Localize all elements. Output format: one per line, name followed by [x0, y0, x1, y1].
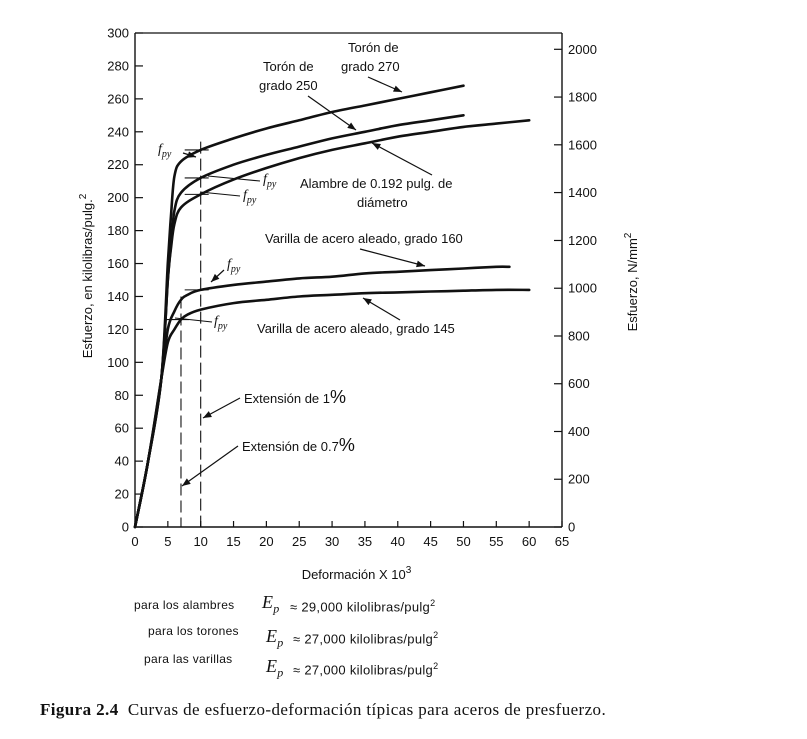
label-strand-270: grado 270 [341, 59, 400, 74]
x-tick-label: 65 [554, 534, 570, 549]
x-tick-label: 0 [131, 534, 139, 549]
label-extension-07: Extensión de 0.7% [242, 435, 355, 455]
y-left-tick-label: 160 [107, 256, 129, 272]
label-wire: diámetro [357, 195, 408, 210]
y-right-tick-label: 1600 [568, 137, 597, 153]
label-strand-270: Torón de [348, 40, 399, 55]
x-tick-label: 50 [456, 534, 471, 549]
x-tick-label: 15 [226, 534, 241, 549]
fpy-label: $f_{py}$ [243, 188, 257, 206]
ep-symbol: $E_p$ [266, 656, 284, 680]
y-right-tick-label: 1800 [568, 89, 597, 105]
caption-label: Figura 2.4 [40, 700, 119, 719]
note-category: para las varillas [144, 652, 233, 666]
leader-line [308, 96, 356, 130]
y-left-tick-label: 100 [107, 354, 129, 370]
y-left-tick-label: 300 [107, 25, 129, 41]
y-left-tick-label: 120 [107, 321, 129, 337]
fpy-label: $f_{py}$ [158, 142, 172, 160]
y-axis-right-label: Esfuerzo, $N/mm^2$ [623, 232, 640, 332]
y-left-tick-label: 40 [114, 453, 129, 469]
arrowhead [347, 122, 356, 130]
y-left-tick-label: 240 [107, 124, 129, 140]
leader-line [182, 446, 238, 486]
y-left-tick-label: 260 [107, 91, 129, 107]
label-bar-160: Varilla de acero aleado, grado 160 [265, 231, 463, 246]
y-left-tick-label: 0 [121, 519, 129, 535]
leader-line [360, 249, 425, 266]
arrowhead [203, 411, 212, 418]
x-tick-label: 25 [291, 534, 307, 549]
note-value: ≈ 27,000 kilolibras/pulg$^2$ [293, 661, 439, 678]
note-category: para los torones [148, 624, 239, 638]
leader-line [372, 143, 432, 175]
y-left-tick-label: 20 [114, 486, 129, 502]
arrowhead [393, 86, 402, 92]
fpy-label: $f_{py}$ [263, 172, 277, 190]
y-right-tick-label: 0 [568, 519, 576, 535]
x-tick-label: 40 [390, 534, 406, 549]
y-axis-left-label: Esfuerzo, en kilolibras/pulg.$^2$ [78, 193, 95, 359]
y-left-tick-label: 80 [114, 387, 129, 403]
y-left-tick-label: 60 [114, 420, 129, 436]
y-right-tick-label: 800 [568, 328, 590, 344]
arrowhead [416, 261, 425, 267]
arrowhead [372, 143, 381, 150]
note-value: ≈ 29,000 kilolibras/pulg$^2$ [290, 598, 436, 615]
y-right-tick-label: 1400 [568, 185, 597, 201]
y-left-tick-label: 180 [107, 223, 129, 239]
figure-caption [40, 700, 800, 720]
x-tick-label: 5 [164, 534, 172, 549]
fpy-label: $f_{py}$ [214, 314, 228, 332]
label-strand-250: Torón de [263, 59, 314, 74]
note-row-strands [0, 622, 807, 648]
x-axis-label: Deformación X $10^3$ [301, 565, 412, 582]
curve-strand-270 [135, 86, 464, 527]
arrowhead [363, 298, 372, 305]
label-extension-1: Extensión de 1% [244, 387, 347, 407]
ep-symbol: $E_p$ [262, 592, 280, 616]
arrowhead [182, 478, 191, 486]
label-strand-250: grado 250 [259, 78, 318, 93]
y-right-tick-label: 600 [568, 376, 590, 392]
label-wire: Alambre de 0.192 pulg. de [300, 176, 453, 191]
note-row-bars [0, 652, 807, 678]
label-bar-145: Varilla de acero aleado, grado 145 [257, 321, 455, 336]
y-left-tick-label: 200 [107, 190, 129, 206]
y-left-tick-label: 280 [107, 58, 129, 74]
y-left-tick-label: 140 [107, 288, 129, 304]
x-tick-label: 30 [324, 534, 340, 549]
fpy-label: $f_{py}$ [227, 257, 241, 275]
x-tick-label: 35 [357, 534, 373, 549]
x-tick-label: 60 [521, 534, 537, 549]
note-value: ≈ 27,000 kilolibras/pulg$^2$ [293, 630, 439, 647]
ep-symbol: $E_p$ [266, 626, 284, 650]
y-right-tick-label: 1000 [568, 280, 597, 296]
y-right-tick-label: 1200 [568, 232, 597, 248]
x-tick-label: 55 [489, 534, 504, 549]
y-left-tick-label: 220 [107, 157, 129, 173]
x-tick-label: 10 [193, 534, 208, 549]
x-tick-label: 20 [259, 534, 274, 549]
caption-text: Curvas de esfuerzo-deformación típicas para aceros de presfuerzo. [127, 700, 607, 719]
x-tick-label: 45 [423, 534, 438, 549]
note-row-wires [0, 592, 807, 618]
note-category: para los alambres [134, 598, 235, 612]
y-right-tick-label: 400 [568, 423, 590, 439]
y-right-tick-label: 2000 [568, 41, 597, 57]
y-right-tick-label: 200 [568, 471, 590, 487]
